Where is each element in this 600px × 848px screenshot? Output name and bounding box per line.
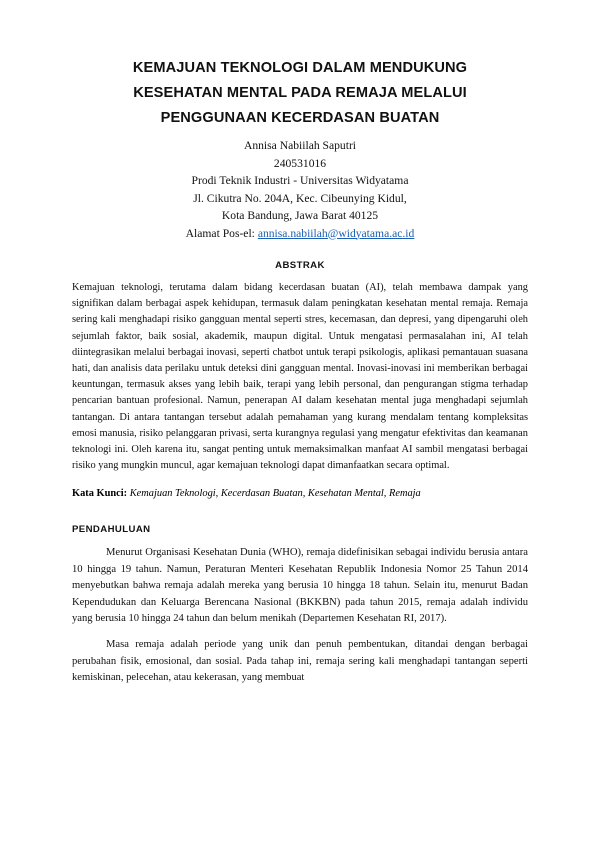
title-line-3: PENGGUNAAN KECERDASAN BUATAN (160, 110, 440, 126)
author-email-row (72, 225, 528, 243)
author-block (72, 137, 528, 242)
introduction-heading: PENDAHULUAN (72, 524, 151, 536)
title-line-1: KEMAJUAN TEKNOLOGI DALAM MENDUKUNG (132, 60, 468, 76)
title-line-2: KESEHATAN MENTAL PADA REMAJA MELALUI (133, 85, 467, 101)
paper-title (72, 56, 528, 131)
keywords-label: Kata Kunci: (72, 488, 128, 500)
abstract-heading: ABSTRAK (275, 260, 325, 271)
author-student-id: 240531016 (273, 156, 327, 170)
introduction-paragraph-1: Menurut Organisasi Kesehatan Dunia (WHO), remaja didefinisikan sebagai individu berusia antara 10 hingga 19 tahun. Namun, Peraturan Menteri Kesehatan Republik Indonesia Nomor 25 Tahun 2014 menyebutkan bahwa remaja adalah mereka yang berusia 10 hingga 18 tahun. Selain itu, menurut Badan Kependudukan dan Keluarga Berencana Nasional (BKKBN) pada tahun 2015, remaja adalah individu yang berusia 10 hingga 24 tahun dan belum menikah (Departemen Kesehatan RI, 2017). (72, 547, 528, 625)
email-label: Alamat Pos-el: (185, 226, 255, 240)
abstract-paragraph: Kemajuan teknologi, terutama dalam bidang kecerdasan buatan (AI), telah membawa dampak yang signifikan dalam berbagai aspek kehidupan, termasuk dalam peningkatan kesehatan mental remaja. Remaja sering kali menghadapi risiko gangguan mental seperti stres, kecemasan, dan depresi, yang dipengaruhi oleh sejumlah faktor, baik sosial, akademik, maupun digital. Untuk mengatasi permasalahan ini, AI telah diintegrasikan melalui berbagai inovasi, seperti chatbot untuk terapi psikologis, aplikasi pemantauan suasana hati, dan analisis data perilaku untuk deteksi dini gangguan mental. Inovasi-inovasi ini memberikan berbagai keuntungan, termasuk akses yang lebih baik, terapi yang lebih personal, dan pengurangan stigma terhadap pencarian bantuan profesional. Namun, penerapan AI dalam kesehatan mental juga menghadapi sejumlah tantangan. Di antara tantangan tersebut adalah pemahaman yang kurang mendalam tentang kompleksitas emosi manusia, risiko pelanggaran privasi, serta kurangnya regulasi yang mengatur efektivitas dan keamanan teknologi ini. Oleh karena itu, sangat penting untuk memaksimalkan manfaat AI sambil mengatasi berbagai risiko yang mungkin muncul, agar kemajuan teknologi dapat dimanfaatkan secara optimal. (72, 282, 528, 472)
author-address-line-1: Jl. Cikutra No. 204A, Kec. Cibeunying Kidul, (193, 191, 407, 205)
email-link[interactable]: annisa.nabiilah@widyatama.ac.id (257, 226, 415, 240)
keywords-row (72, 486, 528, 502)
introduction-paragraph-2: Masa remaja adalah periode yang unik dan penuh pembentukan, ditandai dengan berbagai perubahan fisik, emosional, dan sosial. Pada tahap ini, remaja sering kali menghadapi tantangan seperti kemiskinan, pelecehan, atau kekerasan, yang membuat (72, 639, 528, 684)
author-name: Annisa Nabiilah Saputri (243, 139, 357, 152)
author-affiliation: Prodi Teknik Industri - Universitas Widyatama (191, 174, 409, 187)
author-address-line-2: Kota Bandung, Jawa Barat 40125 (221, 209, 379, 222)
keywords-value: Kemajuan Teknologi, Kecerdasan Buatan, Kesehatan Mental, Remaja (129, 488, 421, 500)
